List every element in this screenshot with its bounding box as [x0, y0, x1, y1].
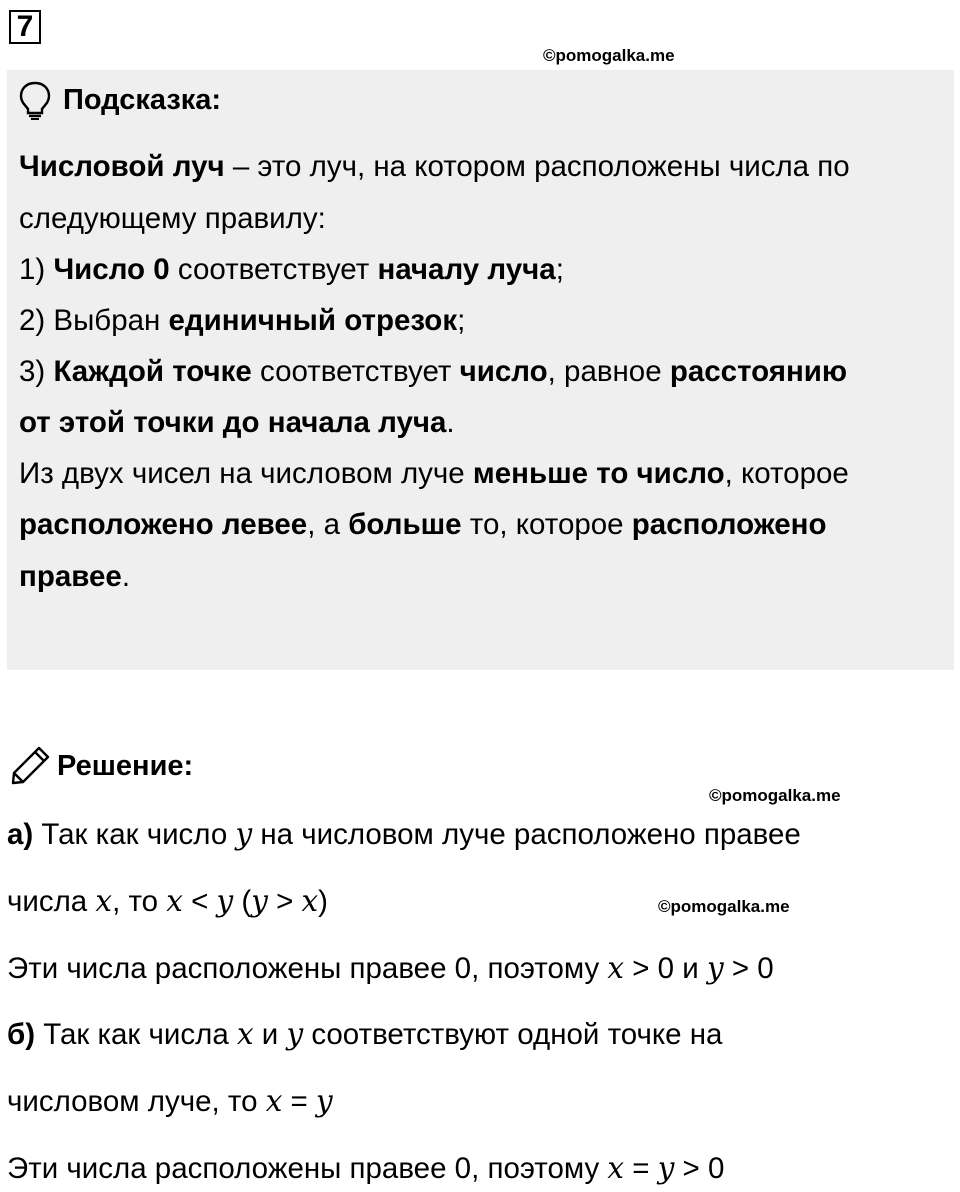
text-segment: Эти числа расположены правее 0, поэтому: [7, 952, 608, 985]
hint-line: [19, 202, 326, 236]
math-variable: y: [706, 951, 724, 985]
watermark: ©pomogalka.me: [709, 786, 841, 805]
hint-line: [19, 560, 130, 594]
text-segment: , равное: [547, 355, 670, 388]
text-segment: соответствует: [251, 355, 460, 388]
text-segment: , а: [307, 508, 349, 541]
solution-line: [7, 1017, 722, 1052]
text-segment: больше: [348, 508, 462, 541]
math-variable: x: [607, 951, 625, 985]
hint-title: Подсказка:: [63, 84, 222, 116]
lightbulb-icon: [18, 80, 52, 120]
text-segment: числа: [7, 885, 96, 918]
text-segment: – это луч, на котором расположены числа по: [224, 150, 850, 183]
watermark: ©pomogalka.me: [543, 46, 675, 65]
text-segment: началу луча: [377, 253, 556, 286]
text-segment: Числовой луч: [19, 150, 225, 183]
text-segment: , которое: [724, 457, 849, 490]
math-variable: y: [286, 1017, 304, 1051]
hint-line: [19, 150, 850, 184]
math-variable: y: [315, 1084, 333, 1118]
text-segment: =: [624, 1152, 658, 1185]
text-segment: 2) Выбран: [19, 304, 169, 337]
solution-line: [7, 951, 774, 986]
hint-line: [19, 253, 564, 287]
solution-line: [7, 817, 801, 852]
text-segment: и: [253, 1018, 287, 1051]
text-segment: соответствует: [169, 253, 378, 286]
math-variable: y: [657, 1151, 675, 1185]
solution-line: [7, 884, 328, 919]
text-segment: (: [233, 885, 252, 918]
text-segment: правее: [19, 560, 122, 593]
hint-line: [19, 304, 465, 338]
text-segment: 1): [19, 253, 54, 286]
text-segment: .: [121, 560, 131, 593]
math-variable: y: [251, 884, 268, 918]
solution-line: [7, 1151, 724, 1186]
hint-line: [19, 457, 849, 491]
text-segment: Из двух чисел на числовом луче: [19, 457, 473, 490]
math-variable: x: [265, 1084, 283, 1118]
text-segment: =: [282, 1085, 316, 1118]
text-segment: > 0 и: [624, 952, 707, 985]
text-segment: .: [446, 406, 455, 439]
math-variable: y: [216, 884, 234, 918]
text-segment: > 0: [723, 952, 774, 985]
solution-title: Решение:: [57, 750, 194, 782]
text-segment: > 0: [674, 1152, 725, 1185]
text-segment: >: [267, 885, 302, 918]
text-segment: Эти числа расположены правее 0, поэтому: [7, 1152, 608, 1185]
math-variable: x: [236, 1017, 254, 1051]
text-segment: расположено: [631, 508, 827, 541]
text-segment: 3): [19, 355, 54, 388]
solution-line: [7, 1084, 333, 1119]
text-segment: от этой точки до начала луча: [19, 406, 447, 439]
text-segment: Так как числа: [35, 1018, 237, 1051]
watermark: ©pomogalka.me: [658, 897, 790, 916]
text-segment: расстоянию: [669, 355, 848, 388]
hint-line: [19, 355, 847, 389]
math-variable: y: [235, 817, 253, 851]
math-variable: x: [95, 884, 113, 918]
text-segment: на числовом луче расположено правее: [252, 818, 801, 851]
hint-line: [19, 508, 826, 542]
text-segment: ;: [457, 304, 466, 337]
text-segment: <: [182, 885, 217, 918]
text-segment: а): [7, 818, 34, 851]
hint-line: [19, 406, 455, 440]
text-segment: соответствуют одной точке на: [303, 1018, 723, 1051]
problem-number: 7: [9, 10, 41, 44]
text-segment: следующему правилу:: [19, 202, 326, 235]
text-segment: Так как число: [33, 818, 236, 851]
text-segment: б): [7, 1018, 36, 1051]
text-segment: Число 0: [53, 253, 170, 286]
text-segment: ;: [555, 253, 564, 286]
math-variable: x: [607, 1151, 625, 1185]
text-segment: то, которое: [461, 508, 632, 541]
text-segment: ): [318, 885, 328, 918]
text-segment: единичный отрезок: [168, 304, 458, 337]
text-segment: расположено левее: [19, 508, 308, 541]
text-segment: числовом луче, то: [7, 1085, 266, 1118]
text-segment: число: [459, 355, 548, 388]
math-variable: x: [301, 884, 319, 918]
text-segment: Каждой точке: [53, 355, 252, 388]
text-segment: меньше то число: [472, 457, 725, 490]
math-variable: x: [166, 884, 183, 918]
text-segment: , то: [112, 885, 167, 918]
pencil-icon: [9, 745, 51, 785]
